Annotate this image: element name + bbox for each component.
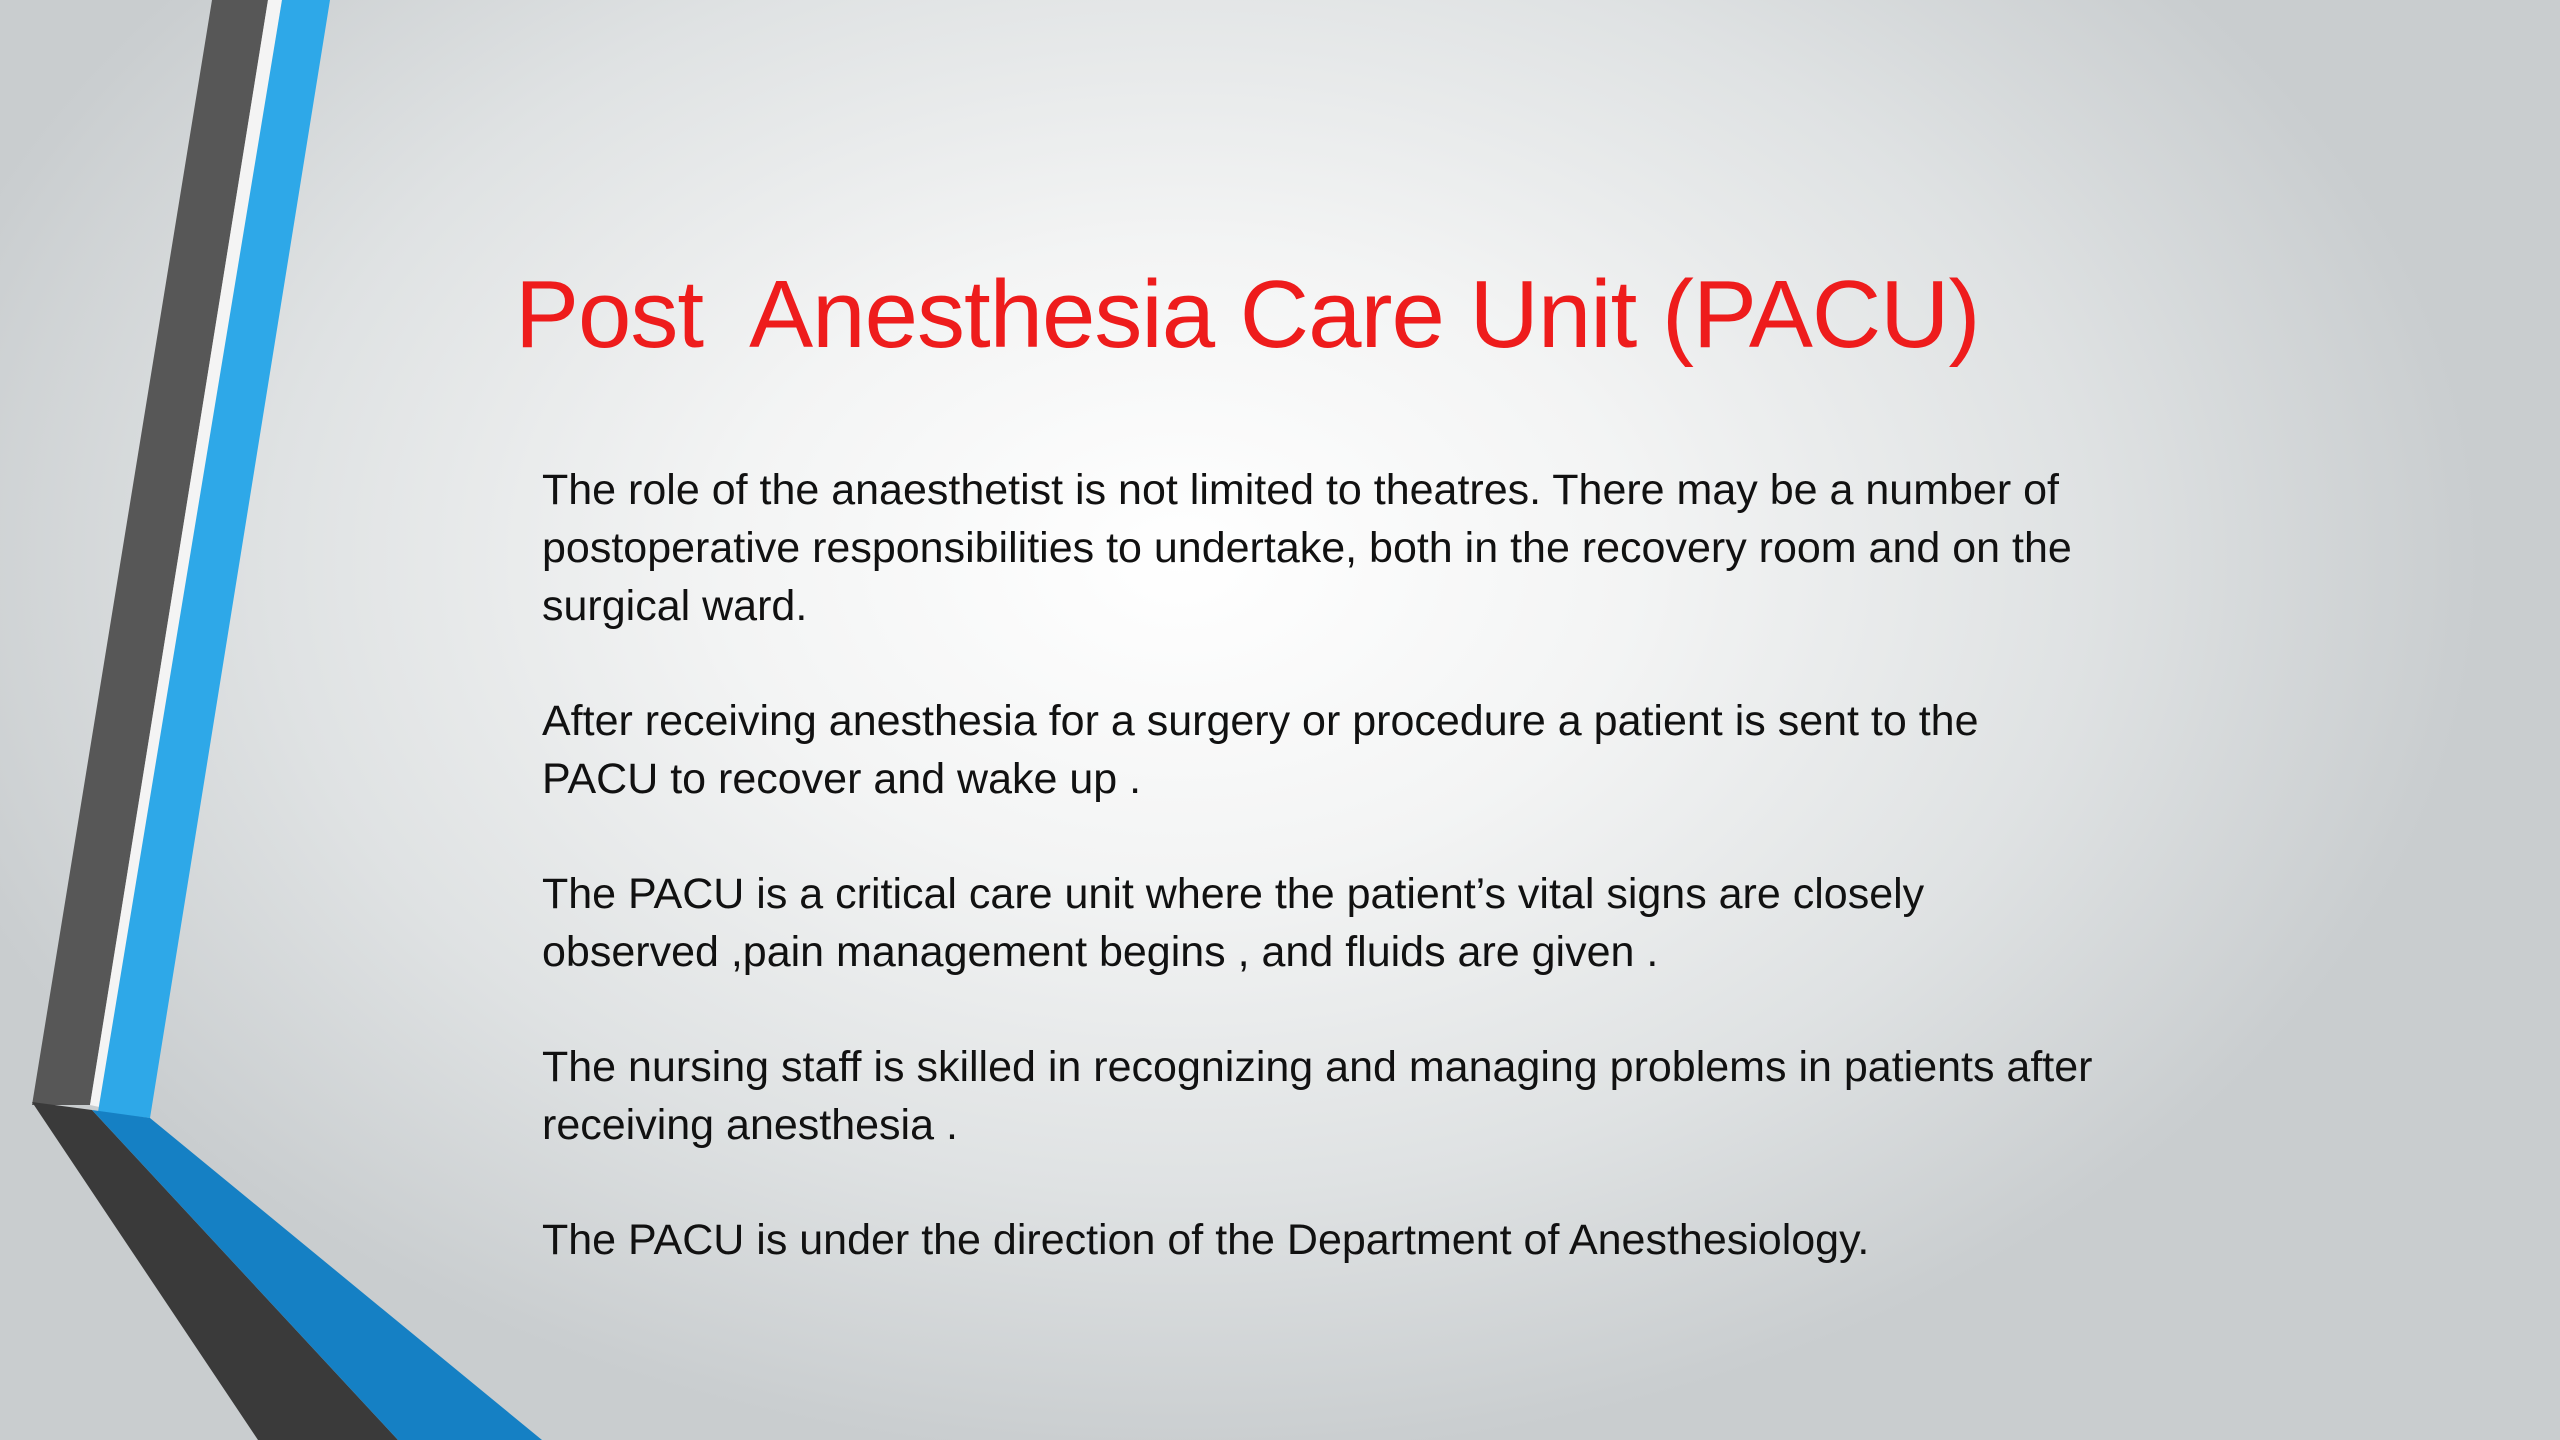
paragraph-department: The PACU is under the direction of the Department of Anesthesiology. (542, 1216, 1870, 1264)
paragraph-anaesthetist-role: The role of the anaesthetist is not limited to theatres. There may be a number of postoperative responsibilities to undertake, both in the recovery room and on the surgical ward. (542, 466, 2072, 630)
paragraph-after-anesthesia: After receiving anesthesia for a surgery or procedure a patient is sent to the PACU to recover and wake up . (542, 697, 1979, 803)
paragraph-critical-care: The PACU is a critical care unit where the patient’s vital signs are closely observed ,pain management begins , and fluids are given . (542, 870, 1925, 976)
dark-gray-stripe-lower (32, 1102, 398, 1440)
slide-title: Post Anesthesia Care Unit (PACU) (515, 261, 1980, 368)
slide-body (542, 461, 2102, 1326)
paragraph-nursing-staff: The nursing staff is skilled in recognizing and managing problems in patients after receiving anesthesia . (542, 1043, 2093, 1149)
